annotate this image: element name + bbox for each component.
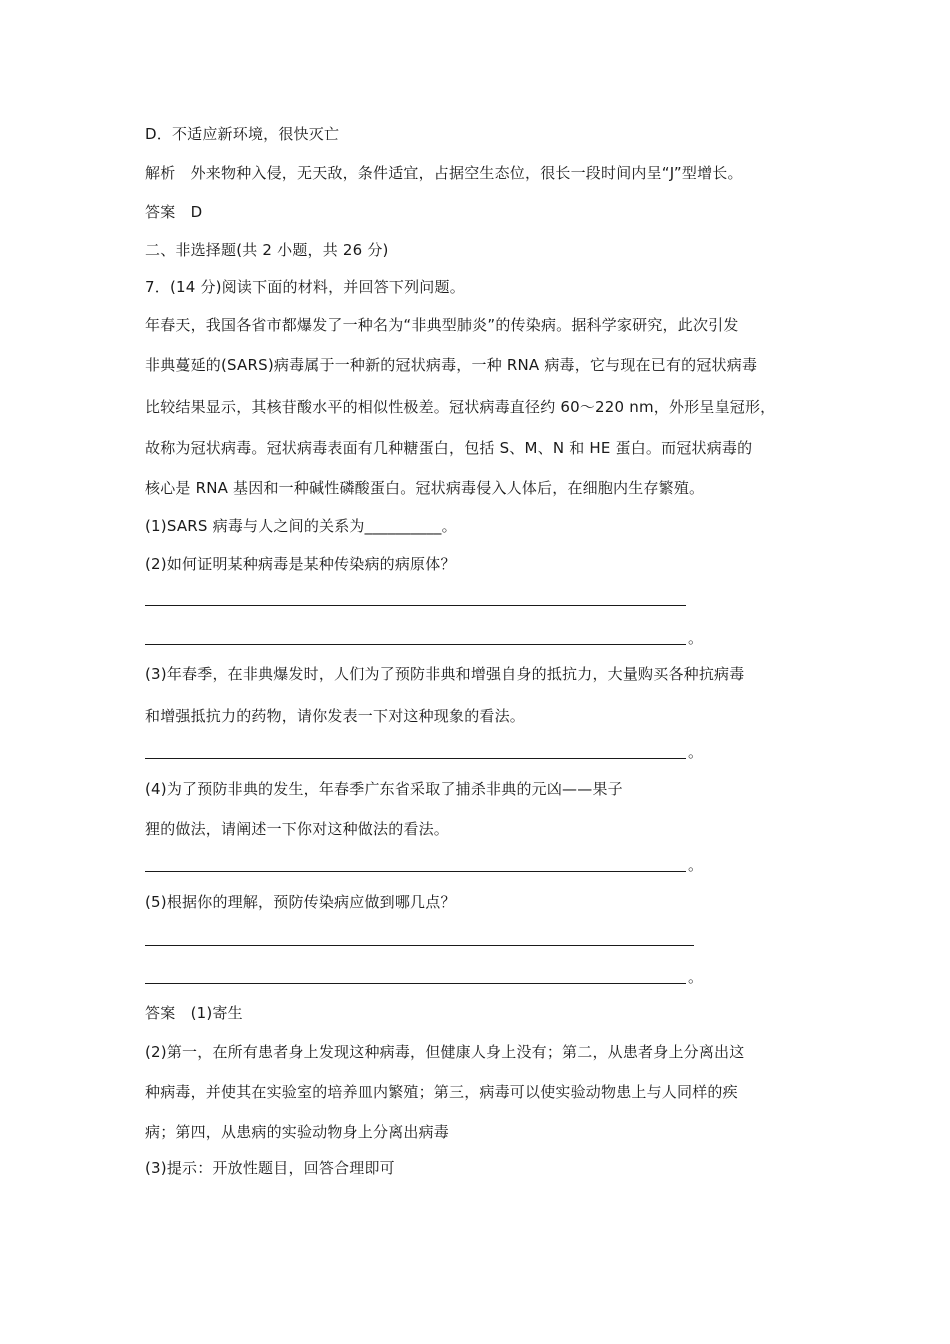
answer-blank-line: 。 — [145, 631, 703, 645]
sub-question-3-line-2: 和增强抵抗力的药物，请你发表一下对这种现象的看法。 — [145, 707, 526, 725]
material-line-5: 核心是 RNA 基因和一种碱性磷酸蛋白。冠状病毒侵入人体后，在细胞内生存繁殖。 — [145, 479, 705, 497]
sub-question-4-line-2: 狸的做法，请阐述一下你对这种做法的看法。 — [145, 820, 450, 838]
material-line-2: 非典蔓延的(SARS)病毒属于一种新的冠状病毒，一种 RNA 病毒，它与现在已有的冠状病毒 — [145, 356, 758, 374]
answer-blank-line: 。 — [145, 970, 703, 984]
answer-blank-line: 。 — [145, 745, 703, 759]
material-line-1: 年春天，我国各省市都爆发了一种名为“非典型肺炎”的传染病。据科学家研究，此次引发 — [145, 316, 739, 334]
answer-blank-line — [145, 932, 694, 946]
question-7-title: 7．(14 分)阅读下面的材料，并回答下列问题。 — [145, 278, 465, 296]
section-heading: 二、非选择题(共 2 小题，共 26 分) — [145, 241, 389, 259]
material-line-3: 比较结果显示，其核苷酸水平的相似性极差。冠状病毒直径约 60～220 nm，外形呈皇冠形， — [145, 398, 776, 416]
sub-question-2: (2)如何证明某种病毒是某种传染病的病原体？ — [145, 555, 456, 573]
answer-q7-2-line-2: 种病毒，并使其在实验室的培养皿内繁殖；第三，病毒可以使实验动物患上与人同样的疾 — [145, 1083, 738, 1101]
answer-q7-3: (3)提示：开放性题目，回答合理即可 — [145, 1159, 395, 1177]
answer-q7-2-line-1: (2)第一，在所有患者身上发现这种病毒，但健康人身上没有；第二，从患者身上分离出这 — [145, 1043, 745, 1061]
answer-q6: 答案 D — [145, 203, 203, 221]
material-line-4: 故称为冠状病毒。冠状病毒表面有几种糖蛋白，包括 S、M、N 和 HE 蛋白。而冠状病毒的 — [145, 439, 753, 457]
answer-q7-2-line-3: 病；第四，从患病的实验动物身上分离出病毒 — [145, 1123, 450, 1141]
answer-q7-1: 答案 (1)寄生 — [145, 1004, 243, 1022]
answer-blank-line — [145, 592, 686, 606]
answer-blank-line: 。 — [145, 858, 703, 872]
sub-question-4-line-1: (4)为了预防非典的发生，年春季广东省采取了捕杀非典的元凶——果子 — [145, 780, 623, 798]
sub-question-5: (5)根据你的理解，预防传染病应做到哪几点？ — [145, 893, 456, 911]
sub-question-1: (1)SARS 病毒与人之间的关系为__________。 — [145, 517, 457, 535]
sub-question-3-line-1: (3)年春季，在非典爆发时，人们为了预防非典和增强自身的抵抗力，大量购买各种抗病毒 — [145, 665, 745, 683]
analysis-text: 解析 外来物种入侵，无天敌，条件适宜，占据空生态位，很长一段时间内呈“J”型增长。 — [145, 164, 743, 182]
option-d: D．不适应新环境，很快灭亡 — [145, 125, 340, 143]
